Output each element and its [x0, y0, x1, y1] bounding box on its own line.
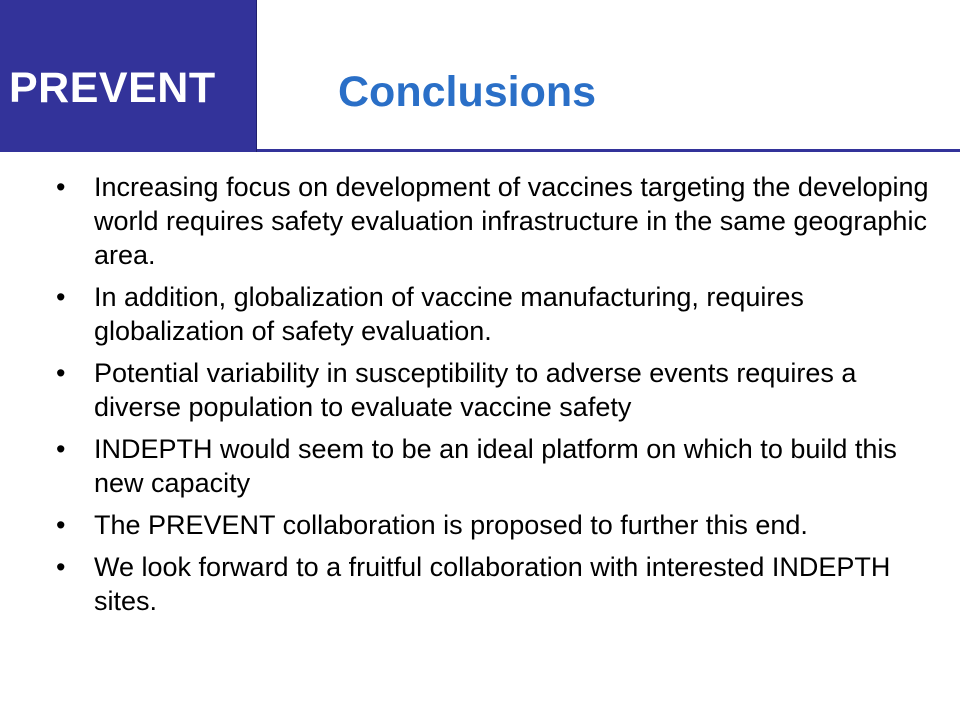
title-divider [257, 149, 960, 152]
bullet-dot-icon: • [56, 510, 66, 540]
brand-box [0, 0, 257, 152]
bullet-item [56, 356, 936, 424]
brand-label: PREVENT [9, 64, 216, 112]
bullet-dot-icon: • [56, 434, 66, 464]
bullet-dot-icon: • [56, 172, 66, 202]
slide-title: Conclusions [338, 68, 597, 116]
bullet-list [56, 170, 936, 626]
bullet-text: In addition, globalization of vaccine manufacturing, requires globalization of safety evaluation. [94, 282, 804, 346]
bullet-text: Increasing focus on development of vaccines targeting the developing world requires safety evaluation infrastructure in the same geographic area. [94, 172, 929, 270]
bullet-dot-icon: • [56, 282, 66, 312]
bullet-item [56, 550, 936, 618]
bullet-dot-icon: • [56, 552, 66, 582]
bullet-item [56, 170, 936, 272]
bullet-item [56, 280, 936, 348]
bullet-text: Potential variability in susceptibility to adverse events requires a diverse population to evaluate vaccine safety [94, 358, 857, 422]
bullet-text: The PREVENT collaboration is proposed to further this end. [94, 510, 808, 540]
bullet-dot-icon: • [56, 358, 66, 388]
bullet-item [56, 508, 936, 542]
bullet-item [56, 432, 936, 500]
bullet-text: INDEPTH would seem to be an ideal platform on which to build this new capacity [94, 434, 897, 498]
bullet-text: We look forward to a fruitful collaboration with interested INDEPTH sites. [94, 552, 891, 616]
